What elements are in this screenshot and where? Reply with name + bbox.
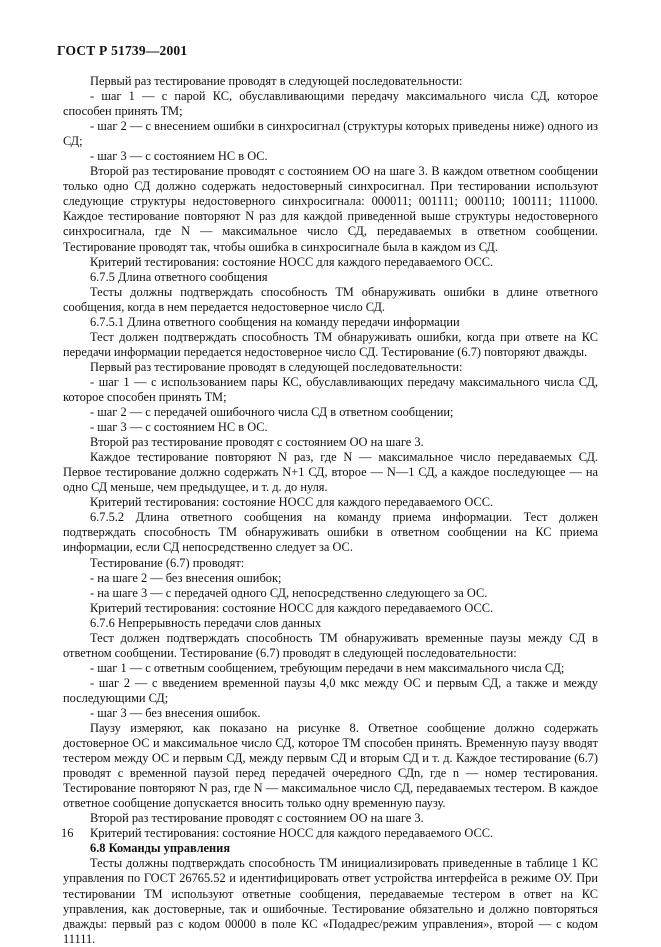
standard-header: ГОСТ Р 51739—2001 — [57, 43, 188, 58]
paragraph: - на шаге 2 — без внесения ошибок; — [90, 570, 282, 585]
paragraph: - шаг 3 — без внесения ошибок. — [90, 705, 261, 720]
page-number: 16 — [61, 826, 74, 840]
paragraph: - шаг 2 — с внесением ошибки в синхросигнал (структуры которых приведены ниже) одного из СД; — [63, 119, 598, 149]
paragraph: Тест должен подтверждать способность ТМ обнаруживать временные паузы между СД в ответном сообщении. Тестирование (6.7) проводят в следующей последовательности: — [63, 630, 598, 660]
paragraph: Первый раз тестирование проводят в следующей последовательности: — [90, 74, 463, 88]
paragraph: 6.7.5.2 Длина ответного сообщения на команду приема информации. Тест должен подтверждать способность ТМ обнаруживать ошибки в ответном сообщении на КС приема информации, если СД непосредственно следует за ОС. — [63, 510, 598, 555]
paragraph: Тесты должны подтверждать способность ТМ обнаруживать ошибки в длине ответного сообщения, когда в нем передается недостоверное число СД. — [63, 284, 598, 314]
paragraph: - шаг 1 — с ответным сообщением, требующим передачи в нем максимального числа СД; — [90, 660, 565, 675]
paragraph: Второй раз тестирование проводят с состоянием ОО на шаге 3. — [90, 435, 424, 450]
paragraph: Тестирование (6.7) проводят: — [90, 555, 245, 570]
paragraph: Каждое тестирование повторяют N раз, где N — максимальное число передаваемых СД. Первое тестирование должно содержать N+1 СД, второе — N—1 СД, а каждое последующее — на одно СД меньше, чем предыдущее, и т. д. до нуля. — [63, 450, 598, 495]
paragraph: Тест должен подтверждать способность ТМ обнаруживать ошибки, когда при ответе на КС передачи информации передается недостоверное число СД. Тестирование (6.7) повторяют дважды. — [63, 329, 598, 359]
paragraph: - шаг 3 — с состоянием НС в ОС. — [90, 420, 268, 435]
section-heading: 6.7.5.1 Длина ответного сообщения на команду передачи информации — [90, 314, 460, 329]
paragraph: - шаг 2 — с передачей ошибочного числа СД в ответном сообщении; — [90, 405, 454, 420]
paragraph: - на шаге 3 — с передачей одного СД, непосредственно следующего за ОС. — [90, 585, 488, 600]
section-heading: 6.7.5 Длина ответного сообщения — [90, 269, 268, 284]
paragraph: - шаг 1 — с парой КС, обуславливающими передачу максимального числа СД, которое способен принять ТМ; — [63, 89, 598, 119]
paragraph: - шаг 3 — с состоянием НС в ОС. — [90, 149, 268, 164]
paragraph: Тесты должны подтверждать способность ТМ инициализировать приведенные в таблице 1 КС управления по ГОСТ 26765.52 и идентифицировать ответ устройства интерфейса в режиме ОУ. При тестировании ТМ используют ответные сообщения, передаваемые тестером в ответ на КС управления, как достоверные, так и ошибочные. Тестирование обязательно и должно повторяться дважды: первый раз с кодом 00000 в поле КС «Подадрес/режим управления», второй — с кодом 11111. — [63, 856, 598, 946]
paragraph: Второй раз тестирование проводят с состоянием ОО на шаге 3. В каждом ответном сообщении только одно СД должно содержать недостоверный синхросигнал. При тестировании используют следующие структуры недостоверного синхросигнала: 000011; 001111; 000110; 100111; 111000. Каждое тестирование повторяют N раз для каждой приведенной выше структуры недостоверного синхросигнала, где N — максимальное число СД, передаваемых в ответном сообщении. Тестирование проводят так, чтобы ошибка в синхросигнале была в каждом из СД. — [63, 164, 598, 254]
section-heading: 6.7.6 Непрерывность передачи слов данных — [90, 615, 322, 630]
paragraph: Критерий тестирования: состояние НОСС для каждого передаваемого ОСС. — [90, 254, 494, 269]
paragraph: Критерий тестирования: состояние НОСС для каждого передаваемого ОСС. — [90, 826, 494, 841]
paragraph: Критерий тестирования: состояние НОСС для каждого передаваемого ОСС. — [90, 495, 494, 510]
paragraph: - шаг 2 — с введением временной паузы 4,0 мкс между ОС и первым СД, а также и между последующими СД; — [63, 675, 598, 705]
paragraph: - шаг 1 — с использованием пары КС, обуславливающих передачу максимального числа СД, которое способен принять ТМ; — [63, 374, 598, 404]
paragraph: Паузу измеряют, как показано на рисунке 8. Ответное сообщение должно содержать достоверное ОС и максимальное число СД, которое ТМ способен принять. Временную паузу вводят тестером между ОС и первым СД, между первым СД и вторым СД и т. д. Каждое тестирование (6.7) проводят с временной паузой перед передачей очередного СДn, где n — номер тестирования. Тестирование повторяют N раз, где N — максимальное число СД, передаваемых тестером. В каждое ответное сообщение допускается вносить только одну временную паузу. — [63, 721, 598, 811]
section-heading: 6.8 Команды управления — [90, 841, 231, 856]
paragraph: Первый раз тестирование проводят в следующей последовательности: — [90, 359, 463, 374]
paragraph: Критерий тестирования: состояние НОСС для каждого передаваемого ОСС. — [90, 600, 494, 615]
body-text — [63, 74, 598, 947]
paragraph: Второй раз тестирование проводят с состоянием ОО на шаге 3. — [90, 811, 424, 826]
